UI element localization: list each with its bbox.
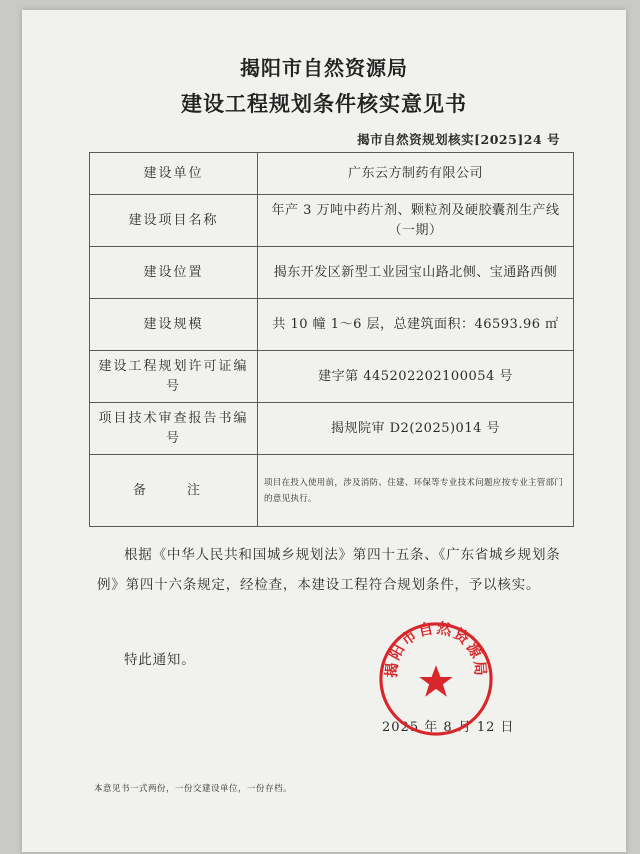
document-number: 揭市自然资规划核实[2025]24 号	[357, 132, 560, 147]
table-row	[90, 195, 574, 247]
row-label: 建设单位	[90, 153, 258, 195]
row-value: 年产 3 万吨中药片剂、颗粒剂及硬胶囊剂生产线（一期）	[258, 195, 574, 247]
document-title: 建设工程规划条件核实意见书	[181, 91, 467, 116]
svg-text:揭阳市自然资源局: 揭阳市自然资源局	[383, 620, 489, 679]
row-label: 建设规模	[90, 299, 258, 351]
row-label: 建设项目名称	[90, 195, 258, 247]
table-row	[90, 247, 574, 299]
table-row	[90, 299, 574, 351]
info-table	[89, 152, 574, 527]
row-value: 项目在投入使用前，涉及消防、住建、环保等专业技术问题应按专业主管部门的意见执行。	[258, 455, 574, 527]
row-label: 项目技术审查报告书编号	[90, 403, 258, 455]
row-value: 揭规院审 D2(2025)014 号	[258, 403, 574, 455]
table-row	[90, 403, 574, 455]
row-label: 建设工程规划许可证编号	[90, 351, 258, 403]
table-row	[90, 351, 574, 403]
row-value: 共 10 幢 1～6 层，总建筑面积：46593.96 ㎡	[258, 299, 574, 351]
document-page	[22, 10, 626, 852]
issuer-title: 揭阳市自然资源局	[240, 56, 408, 80]
table-row	[90, 153, 574, 195]
row-value: 建字第 445202202100054 号	[258, 351, 574, 403]
row-label: 备 注	[90, 455, 258, 527]
issue-date: 2025 年 8 月 12 日	[382, 720, 515, 735]
official-seal-icon	[377, 620, 495, 738]
closing-line: 特此通知。	[124, 652, 196, 668]
body-paragraph: 根据《中华人民共和国城乡规划法》第四十五条、《广东省城乡规划条例》第四十六条规定，经检查，本建设工程符合规划条件，予以核实。	[97, 547, 561, 593]
row-value: 揭东开发区新型工业园宝山路北侧、宝通路西侧	[258, 247, 574, 299]
row-label: 建设位置	[90, 247, 258, 299]
table-row	[90, 455, 574, 527]
footer-note: 本意见书一式两份，一份交建设单位，一份存档。	[94, 784, 293, 794]
row-value: 广东云方制药有限公司	[258, 153, 574, 195]
